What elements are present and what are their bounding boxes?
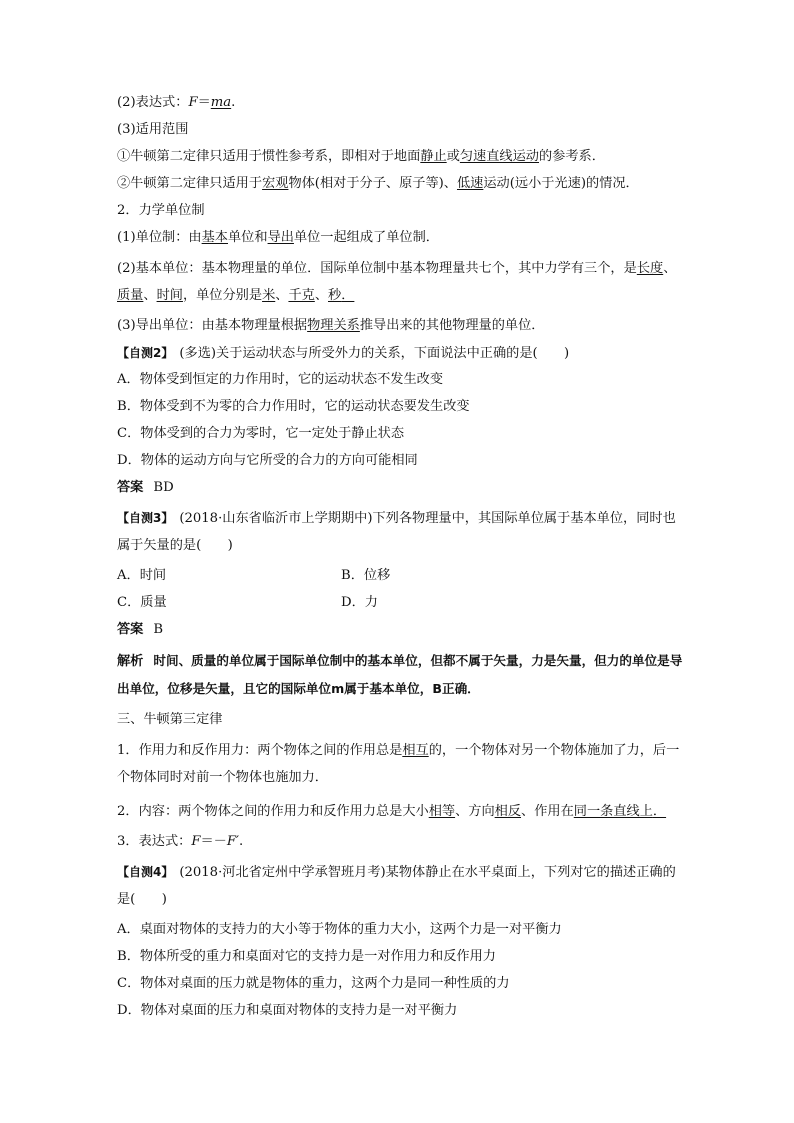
underlined-answer: 相等 xyxy=(428,804,456,819)
text: 运动(远小于光速)的情况． xyxy=(483,176,639,191)
text: 、 xyxy=(143,288,157,303)
derived-unit-line xyxy=(117,316,687,343)
question-3-options-row-1 xyxy=(117,566,687,593)
underlined-answer: 米 xyxy=(262,288,276,303)
section-heading-third-law: 三、牛顿第三定律 xyxy=(117,712,223,727)
text: ． xyxy=(341,288,355,303)
third-law-item-1 xyxy=(117,737,687,791)
text: F xyxy=(191,834,201,849)
underlined-answer: 同一条直线上 xyxy=(573,804,653,819)
question-3-stem xyxy=(117,505,687,559)
unit-system-line xyxy=(117,228,687,255)
option-b: B．位移 xyxy=(341,568,391,583)
question-4-option-c: C．物体对桌面的压力就是物体的重力，这两个力是同一种性质的力 xyxy=(117,976,510,991)
text: 1．作用力和反作用力：两个物体之间的作用总是 xyxy=(117,743,403,758)
text: (3)导出单位：由基本物理量根据 xyxy=(117,318,308,333)
scope-heading: (3)适用范围 xyxy=(117,122,189,137)
text: F xyxy=(188,95,198,110)
base-unit-paragraph xyxy=(117,255,687,309)
underlined-answer: 低速 xyxy=(456,176,484,191)
question-3-options-row-2 xyxy=(117,593,687,620)
text: . xyxy=(239,834,244,849)
text: (2)表达式： xyxy=(117,95,189,110)
question-2-option-d: D．物体的运动方向与它所受的合力的方向可能相同 xyxy=(117,453,418,468)
text: 、 xyxy=(314,288,328,303)
question-2-option-b: B．物体受到不为零的合力作用时，它的运动状态要发生改变 xyxy=(117,399,470,414)
text: 的参考系． xyxy=(539,149,605,164)
question-4-stem xyxy=(117,859,687,913)
section-heading: 2．力学单位制 xyxy=(117,203,205,218)
question-tag: 【自测4】 xyxy=(117,865,174,879)
underlined-answer: 导出 xyxy=(267,230,294,245)
question-2-answer xyxy=(117,478,687,505)
text: 2．内容：两个物体之间的作用力和反作用力总是大小 xyxy=(117,804,429,819)
question-tag: 【自测2】 xyxy=(117,346,174,360)
text: ＝－ xyxy=(200,834,227,849)
option-a: A．时间 xyxy=(117,568,167,583)
underlined-answer: 相反 xyxy=(494,804,522,819)
underlined-answer: 宏观 xyxy=(262,176,289,191)
explanation-text: 时间、质量的单位属于国际单位制中的基本单位，但都不属于矢量，力是矢量，但力的单位是导出单位，位移是矢量，且它的国际单位m属于基本单位，B正确． xyxy=(117,653,683,696)
question-4-option-b: B．物体所受的重力和桌面对它的支持力是一对作用力和反作用力 xyxy=(117,949,496,964)
underlined-answer: 秒 xyxy=(328,288,342,303)
text: ，单位分别是 xyxy=(182,288,263,303)
text: (多选)关于运动状态与所受外力的关系，下面说法中正确的是( ) xyxy=(179,346,570,361)
text: 、 xyxy=(663,261,677,276)
text: 的，一个物体对另一个物体施加了力，后一个物体同时对前一个物体也施加力． xyxy=(117,743,680,785)
underlined-answer: 静止 xyxy=(420,149,447,164)
text: 单位一起组成了单位制． xyxy=(293,230,439,245)
third-law-formula xyxy=(117,832,687,859)
formula-line xyxy=(117,93,687,120)
text: 物体(相对于分子、原子等)、 xyxy=(288,176,457,191)
text: (2018·河北省定州中学承智班月考)某物体静止在水平桌面上，下列对它的描述正确的是( ) xyxy=(117,865,676,907)
question-4-option-d: D．物体对桌面的压力和桌面对物体的支持力是一对平衡力 xyxy=(117,1003,458,1018)
underlined-answer: 质量 xyxy=(117,288,144,303)
document-page xyxy=(117,93,687,1028)
answer-label: 答案 xyxy=(117,480,144,495)
question-tag: 【自测3】 xyxy=(117,511,174,525)
underlined-answer: 千克 xyxy=(288,288,315,303)
text: (1)单位制：由 xyxy=(117,230,202,245)
text: 、方向 xyxy=(455,804,495,819)
question-3-explanation xyxy=(117,647,687,703)
text: ＝ xyxy=(197,95,211,110)
explanation-label: 解析 xyxy=(117,654,144,669)
text: 推导出来的其他物理量的单位． xyxy=(359,318,545,333)
text: (2018·山东省临沂市上学期期中)下列各物理量中，其国际单位属于基本单位，同时也属于矢量的是( ) xyxy=(117,511,676,553)
answer-value: BD xyxy=(153,480,174,495)
text: 或 xyxy=(446,149,460,164)
text: ． xyxy=(652,804,667,819)
answer-label: 答案 xyxy=(117,622,144,637)
option-d: D．力 xyxy=(341,595,378,610)
text: 3．表达式： xyxy=(117,834,192,849)
underlined-answer: 时间 xyxy=(156,288,183,303)
text: ②牛顿第二定律只适用于 xyxy=(117,176,263,191)
text: (2)基本单位：基本物理量的单位．国际单位制中基本物理量共七个，其中力学有三个，是 xyxy=(117,261,637,276)
question-2-option-a: A．物体受到恒定的力作用时，它的运动状态不发生改变 xyxy=(117,372,444,387)
question-3-answer xyxy=(117,620,687,647)
underlined-answer: ma xyxy=(210,95,232,110)
text: . xyxy=(231,95,236,110)
text: F′ xyxy=(226,834,240,849)
scope-item-2 xyxy=(117,174,687,201)
text: 、 xyxy=(275,288,289,303)
underlined-answer: 长度 xyxy=(636,261,664,276)
option-c: C．质量 xyxy=(117,595,167,610)
question-2-option-c: C．物体受到的合力为零时，它一定处于静止状态 xyxy=(117,426,405,441)
underlined-answer: 物理关系 xyxy=(307,318,360,333)
answer-value: B xyxy=(153,622,164,637)
text: 单位和 xyxy=(228,230,268,245)
question-2-stem xyxy=(117,343,687,370)
underlined-answer: 基本 xyxy=(201,230,228,245)
underlined-answer: 相互 xyxy=(402,743,429,758)
scope-item-1 xyxy=(117,147,687,174)
text: ①牛顿第二定律只适用于惯性参考系，即相对于地面 xyxy=(117,149,421,164)
underlined-answer: 匀速直线运动 xyxy=(459,149,539,164)
third-law-item-2 xyxy=(117,798,687,825)
question-4-option-a: A．桌面对物体的支持力的大小等于物体的重力大小，这两个力是一对平衡力 xyxy=(117,922,562,937)
text: 、作用在 xyxy=(521,804,574,819)
